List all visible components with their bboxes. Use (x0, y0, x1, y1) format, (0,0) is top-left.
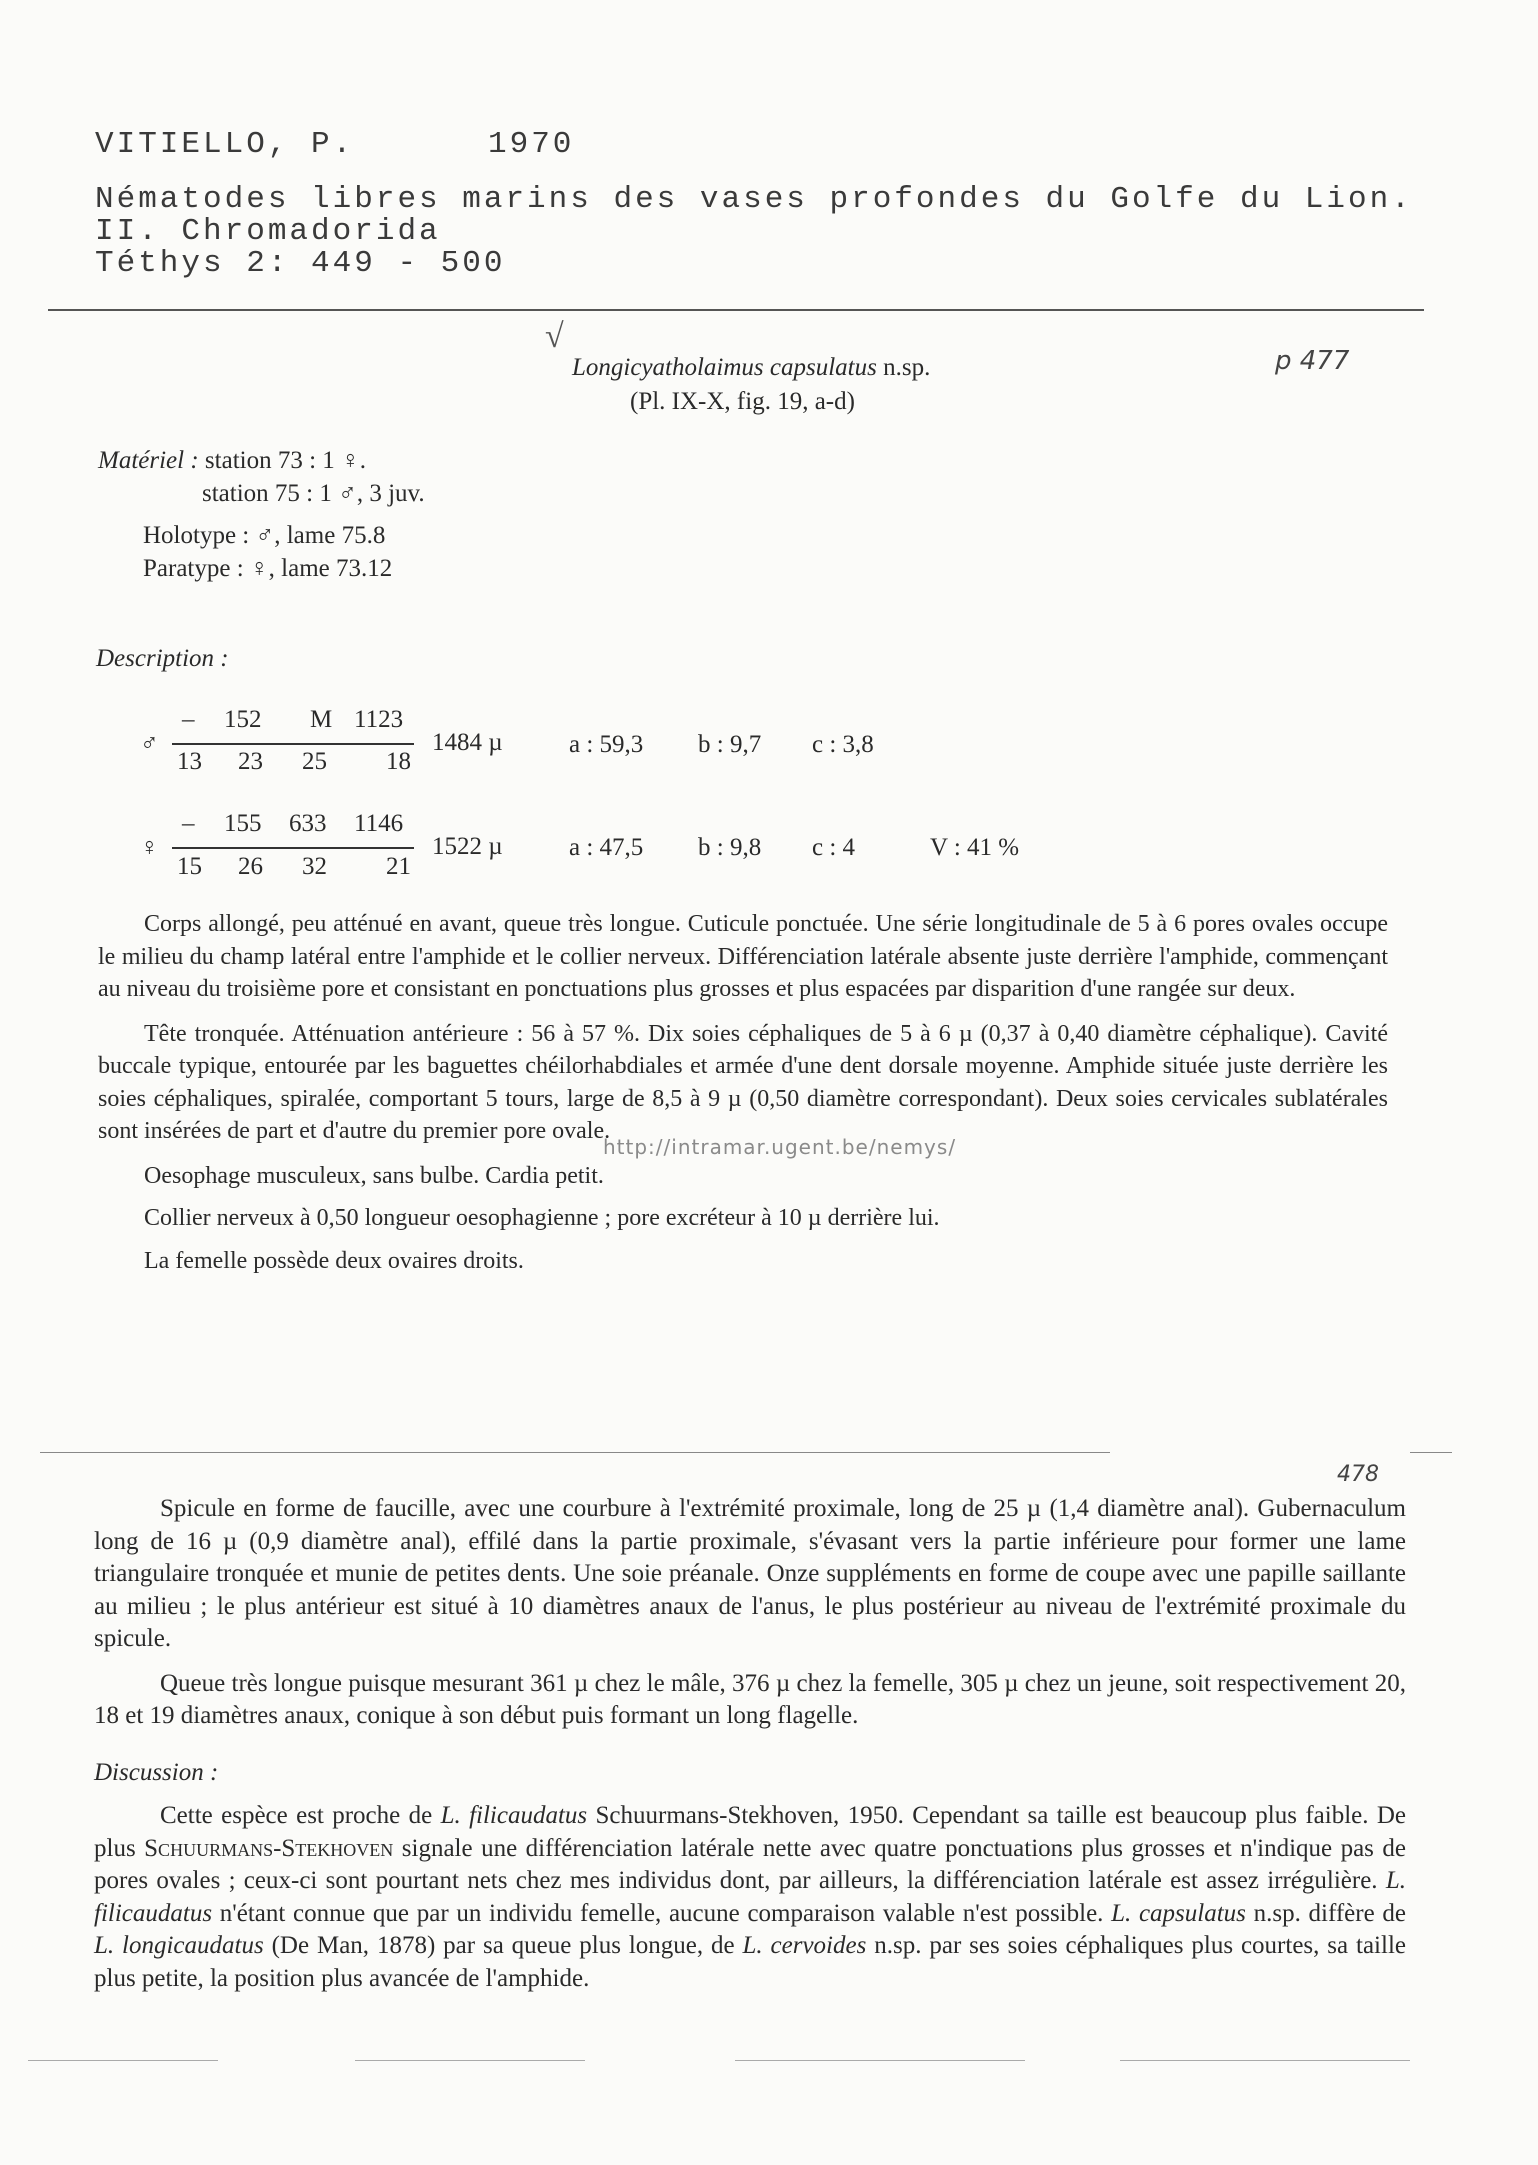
male-num-4: 1123 (354, 706, 404, 733)
male-den-3: 25 (302, 748, 327, 775)
male-symbol: ♂ (140, 730, 159, 757)
female-num-1: – (182, 810, 195, 837)
male-num-2: 152 (224, 706, 262, 733)
spicule-body (94, 1493, 1406, 1733)
paragraph-spicule: Spicule en forme de faucille, avec une courbure à l'extrémité proximale, long de 25 µ (1,4 diamètre anal). Gubernaculum long de 16 µ (0,9 diamètre anal), effilé dans la partie proximale, s'évasant vers la partie inférieure pour former une lame triangulaire tronquée et munie de petites dents. Une soie préanale. Onze suppléments en forme de coupe avec une papille saillante au milieu ; le plus antérieur est situé à 10 diamètres anaux de l'anus, le plus postérieur au niveau de l'extrémité proximale du spicule. (94, 1495, 1406, 1652)
bottom-rule-3 (735, 2060, 1025, 2061)
female-ratio-b: b : 9,8 (698, 834, 762, 861)
male-num-3: M (310, 706, 333, 733)
bottom-rule-1 (28, 2060, 218, 2061)
species-suffix: n.sp. (883, 354, 931, 381)
bottom-rule-4 (1120, 2060, 1410, 2061)
title-line-1: Nématodes libres marins des vases profondes du Golfe du Lion. (95, 182, 1413, 217)
bottom-rule-2 (355, 2060, 585, 2061)
male-length: 1484 µ (432, 729, 503, 756)
author: VITIELLO, P. (95, 127, 355, 162)
male-den-4: 18 (386, 748, 411, 775)
species-heading (572, 352, 930, 384)
female-den-3: 32 (302, 853, 327, 880)
male-ratio-a: a : 59,3 (569, 731, 644, 758)
male-num-1: – (182, 706, 195, 733)
materiel-line-1 (98, 445, 366, 477)
female-ratio-c: c : 4 (812, 834, 856, 861)
paragraph-collier: Collier nerveux à 0,50 longueur oesophagienne ; pore excréteur à 10 µ derrière lui. (144, 1205, 940, 1231)
female-fraction-bar (172, 847, 414, 849)
discussion-body (94, 1800, 1406, 1995)
female-length: 1522 µ (432, 833, 503, 860)
female-den-1: 15 (177, 853, 202, 880)
male-den-1: 13 (177, 748, 202, 775)
page-note-478: 478 (1337, 1462, 1379, 1487)
female-den-2: 26 (238, 853, 263, 880)
female-den-4: 21 (386, 853, 411, 880)
year: 1970 (488, 127, 575, 162)
discussion-label: Discussion : (94, 1759, 219, 1786)
description-label: Description : (96, 645, 229, 672)
species-name: Longicyatholaimus capsulatus (572, 354, 877, 381)
page-break-rule-right (1410, 1452, 1452, 1453)
male-fraction-bar (172, 743, 414, 745)
paragraph-femelle: La femelle possède deux ovaires droits. (144, 1247, 524, 1274)
male-ratio-b: b : 9,7 (698, 731, 762, 758)
materiel-station-73: station 73 : 1 ♀. (204, 447, 367, 474)
materiel-label: Matériel : (98, 447, 199, 474)
male-ratio-c: c : 3,8 (812, 731, 874, 758)
plate-reference: (Pl. IX-X, fig. 19, a-d) (630, 388, 855, 415)
watermark-url: http://intramar.ugent.be/nemys/ (603, 1135, 957, 1159)
paragraph-oesophage: Oesophage musculeux, sans bulbe. Cardia petit. (144, 1162, 604, 1189)
page-note: p 477 (1275, 346, 1350, 376)
holotype: Holotype : ♂, lame 75.8 (143, 522, 386, 549)
female-ratio-a: a : 47,5 (569, 834, 644, 861)
page-break-rule (40, 1452, 1110, 1453)
female-num-3: 633 (289, 810, 327, 837)
materiel-station-75: station 75 : 1 ♂, 3 juv. (202, 480, 425, 507)
paragraph-tete: Tête tronquée. Atténuation antérieure : 56 à 57 %. Dix soies céphaliques de 5 à 6 µ (0,37 à 0,40 diamètre céphalique). Cavité buccale typique, entourée par les baguettes chéilorhabdiales et armée d'une dent dorsale moyenne. Amphide située juste derrière les soies céphaliques, spiralée, comportant 5 tours, large de 8,5 à 9 µ (0,50 diamètre correspondant). Deux soies cervicales sublatérales sont insérées de part et d'autre du premier pore ovale. (98, 1020, 1388, 1144)
female-num-4: 1146 (354, 810, 404, 837)
paragraph-corps: Corps allongé, peu atténué en avant, queue très longue. Cuticule ponctuée. Une série longitudinale de 5 à 6 pores ovales occupe le milieu du champ latéral entre l'amphide et le collier nerveux. Différenciation latérale absente juste derrière l'amphide, commençant au niveau du troisième pore et consistant en ponctuations plus grosses et plus espacées par disparition d'une rangée sur deux. (98, 911, 1388, 1002)
check-mark: √ (545, 318, 564, 355)
journal-citation: Téthys 2: 449 - 500 (95, 246, 506, 281)
description-body (98, 908, 1388, 1277)
title-line-2: II. Chromadorida (95, 214, 441, 249)
female-symbol: ♀ (140, 834, 159, 861)
paratype: Paratype : ♀, lame 73.12 (143, 555, 393, 582)
header-rule (48, 309, 1424, 311)
paragraph-queue: Queue très longue puisque mesurant 361 µ chez le mâle, 376 µ chez la femelle, 305 µ chez un jeune, soit respectivement 20, 18 et 19 diamètres anaux, conique à son début puis formant un long flagelle. (94, 1669, 1406, 1729)
female-ratio-v: V : 41 % (930, 834, 1020, 861)
paragraph-discussion: Cette espèce est proche de L. filicaudatus Schuurmans-Stekhoven, 1950. Cependant sa taille est beaucoup plus faible. De plus Schuurmans-Stekhoven signale une différenciation latérale nette avec quatre ponctuations plus grosses et n'indique pas de pores ovales ; ceux-ci sont pourtant nets chez mes individus dont, par ailleurs, la différenciation latérale est assez irrégulière. L. filicaudatus n'étant connue que par un individu femelle, aucune comparaison valable n'est possible. L. capsulatus n.sp. diffère de L. longicaudatus (De Man, 1878) par sa queue plus longue, de L. cervoides n.sp. par ses soies céphaliques plus courtes, sa taille plus petite, la position plus avancée de l'amphide. (94, 1802, 1406, 1992)
male-den-2: 23 (238, 748, 263, 775)
female-num-2: 155 (224, 810, 262, 837)
